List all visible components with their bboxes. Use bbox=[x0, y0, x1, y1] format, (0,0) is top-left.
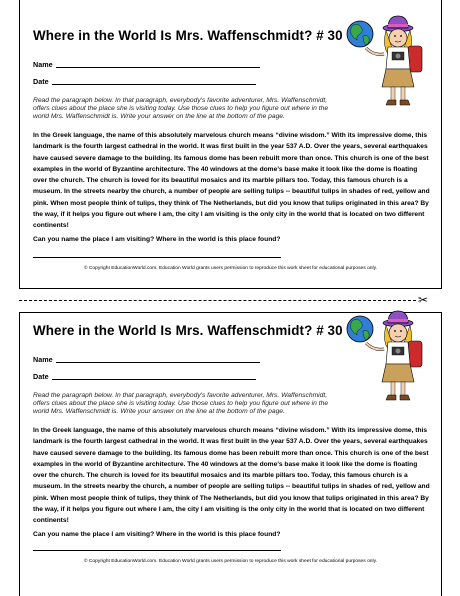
answer-line[interactable] bbox=[33, 257, 281, 258]
answer-line[interactable] bbox=[33, 550, 281, 551]
question-text: Can you name the place I am visiting? Where in the world is this place found? bbox=[33, 531, 281, 538]
clue-paragraph: In the Greek language, the name of this absolutely marvelous church means “divine wisdom.” With its impressive dome, this landmark is the fourth largest cathedral in the world. It was first built in the year 537 A.D. Over the years, several earthquakes have caused severe damage to the building. Its famous dome has been rebuilt more than once. This church is one of the best examples in the world of Byzantine architecture. The 40 windows at the dome’s base make it look like the dome is floating over the church. The church is loved for its beautiful mosaics and its marble pillars too. Today, this famous church is a museum. In the streets nearby the church, a number of people are selling tulips -- beautiful tulips in shades of red, yellow and pink. When most people think of tulips, they think of The Netherlands, but did you know that tulips originated in this area? By the way, if it helps you figure out where I am, the city I am visiting is the only city in the world that is located on two different continents! bbox=[33, 132, 430, 230]
name-label: Name bbox=[33, 60, 53, 69]
name-line[interactable] bbox=[56, 67, 260, 68]
name-field[interactable] bbox=[33, 60, 260, 69]
question-text: Can you name the place I am visiting? Where in the world is this place found? bbox=[33, 236, 281, 243]
name-line[interactable] bbox=[56, 362, 260, 363]
traveler-with-globe-illustration bbox=[344, 14, 432, 110]
worksheet-title: Where in the World Is Mrs. Waffenschmidt? # 30 bbox=[33, 28, 343, 43]
copyright-text: © Copyright EducationWorld.com. Education World grants users permission to reproduce this work sheet for educational purposes only. bbox=[83, 266, 378, 271]
worksheet-title: Where in the World Is Mrs. Waffenschmidt? # 30 bbox=[33, 323, 343, 338]
worksheet-bottom bbox=[19, 312, 442, 596]
name-field[interactable] bbox=[33, 355, 260, 364]
date-field[interactable] bbox=[33, 77, 256, 86]
date-line[interactable] bbox=[52, 379, 256, 380]
instructions-text: Read the paragraph below. In that paragraph, everybody's favorite adventurer, Mrs. Waffenschmidt, offers clues about the place she is visiting today. Use those clues to help you figure out where in the world Mrs. Waffenschmidt is. Write your answer on the line at the bottom of the page. bbox=[33, 97, 329, 121]
date-field[interactable] bbox=[33, 372, 256, 381]
cut-line bbox=[19, 300, 416, 301]
date-label: Date bbox=[33, 77, 49, 86]
copyright-text: © Copyright EducationWorld.com. Education World grants users permission to reproduce this work sheet for educational purposes only. bbox=[83, 559, 378, 564]
scissors-icon: ✂ bbox=[417, 293, 429, 307]
date-line[interactable] bbox=[52, 84, 256, 85]
name-label: Name bbox=[33, 355, 53, 364]
date-label: Date bbox=[33, 372, 49, 381]
clue-paragraph: In the Greek language, the name of this absolutely marvelous church means “divine wisdom.” With its impressive dome, this landmark is the fourth largest cathedral in the world. It was first built in the year 537 A.D. Over the years, several earthquakes have caused severe damage to the building. Its famous dome has been rebuilt more than once. This church is one of the best examples in the world of Byzantine architecture. The 40 windows at the dome’s base make it look like the dome is floating over the church. The church is loved for its beautiful mosaics and its marble pillars too. Today, this famous church is a museum. In the streets nearby the church, a number of people are selling tulips -- beautiful tulips in shades of red, yellow and pink. When most people think of tulips, they think of The Netherlands, but did you know that tulips originated in this area? By the way, if it helps you figure out where I am, the city I am visiting is the only city in the world that is located on two different continents! bbox=[33, 427, 430, 525]
worksheet-top bbox=[19, 0, 442, 289]
instructions-text: Read the paragraph below. In that paragraph, everybody's favorite adventurer, Mrs. Waffenschmidt, offers clues about the place she is visiting today. Use those clues to help you figure out where in the world Mrs. Waffenschmidt is. Write your answer on the line at the bottom of the page. bbox=[33, 392, 329, 416]
traveler-with-globe-illustration bbox=[344, 309, 432, 405]
